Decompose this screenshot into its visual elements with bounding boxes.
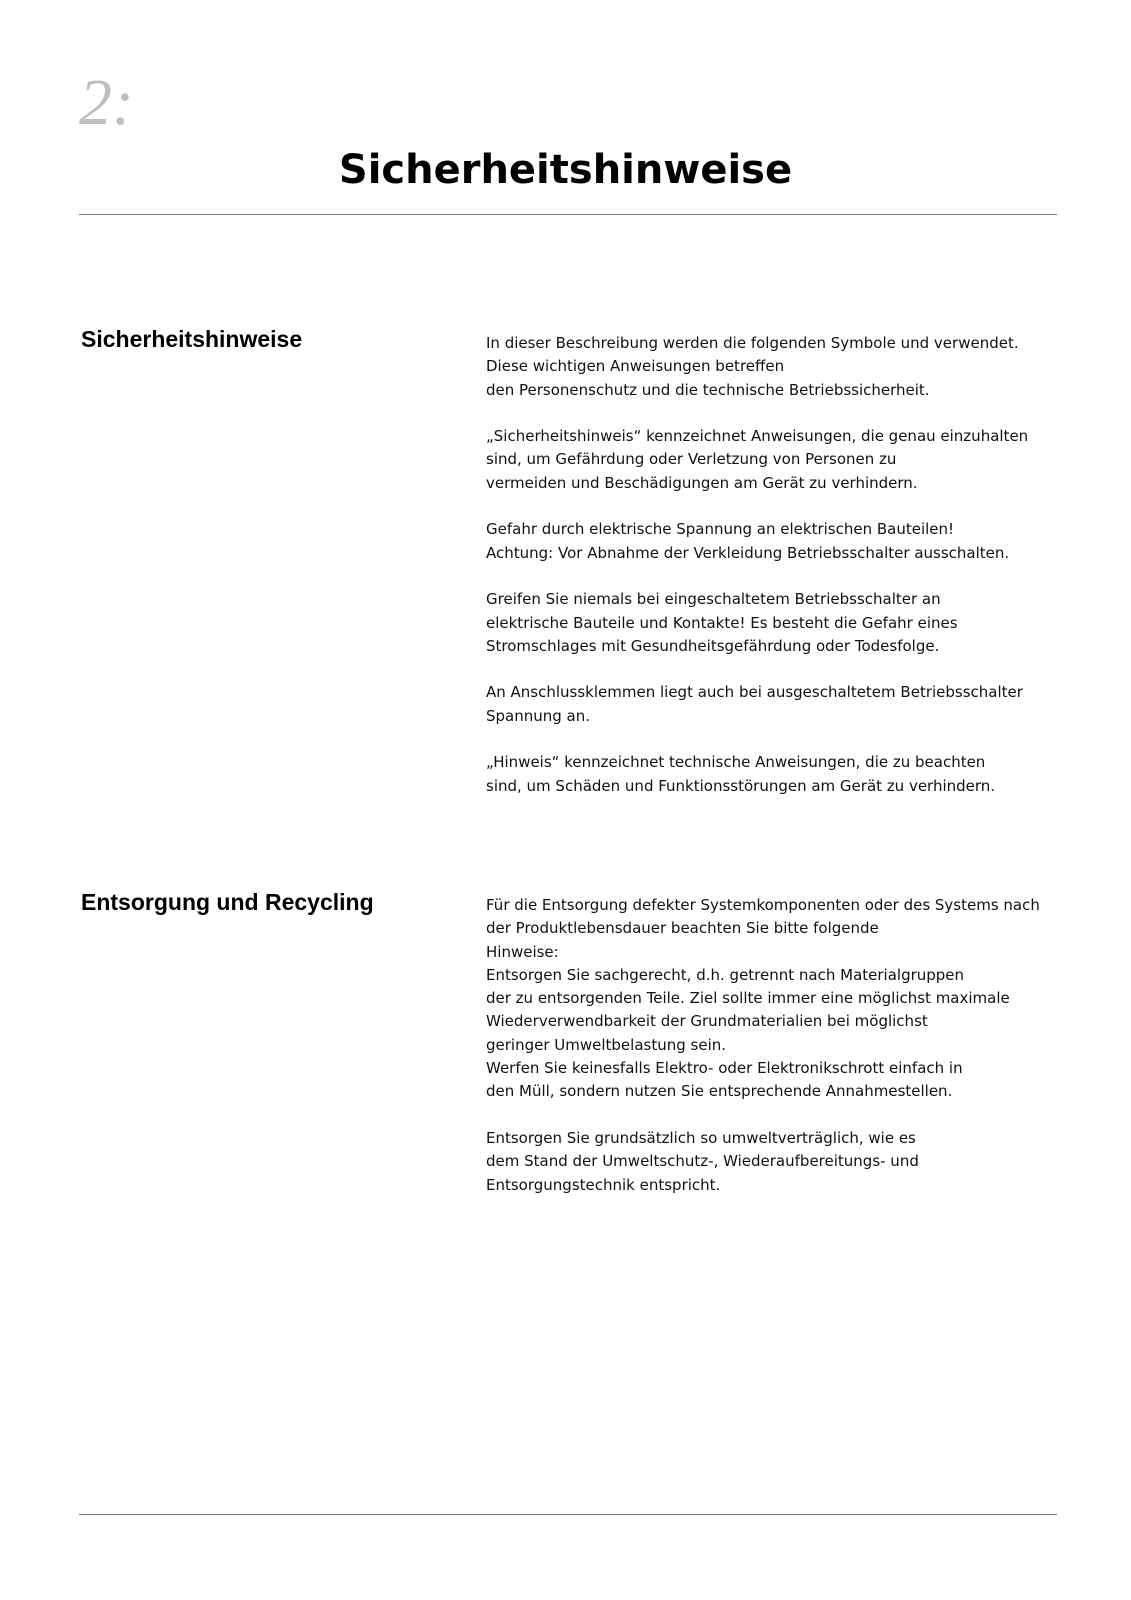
text-line: Entsorgen Sie grundsätzlich so umweltverträglich, wie es (486, 1128, 916, 1147)
text-line: sind, um Gefährdung oder Verletzung von Personen zu (486, 450, 897, 469)
text-line: In dieser Beschreibung werden die folgenden Symbole und verwendet. (486, 334, 1019, 352)
paragraph (486, 1127, 1076, 1197)
text-line: der zu entsorgenden Teile. Ziel sollte immer eine möglichst maximale (486, 989, 1010, 1008)
text-line: Diese wichtigen Anweisungen betreffen (486, 357, 785, 376)
text-line: „Sicherheitshinweis“ kennzeichnet Anweisungen, die genau einzuhalten (486, 427, 1029, 446)
text-line: Entsorgen Sie sachgerecht, d.h. getrennt nach Materialgruppen (486, 965, 965, 984)
text-line: den Personenschutz und die technische Betriebssicherheit. (486, 380, 930, 399)
text-line: Hinweise: (486, 942, 559, 961)
section-heading-safety: Sicherheitshinweise (81, 326, 303, 352)
text-line: Greifen Sie niemals bei eingeschaltetem Betriebsschalter an (486, 590, 941, 609)
paragraph (486, 518, 1076, 565)
section-heading-disposal: Entsorgung und Recycling (81, 889, 374, 915)
section-body-disposal (486, 894, 1076, 1197)
text-line: Achtung: Vor Abnahme der Verkleidung Betriebsschalter ausschalten. (486, 543, 1010, 562)
text-line: An Anschlussklemmen liegt auch bei ausgeschaltetem Betriebsschalter (486, 683, 1023, 702)
text-line: Spannung an. (486, 706, 591, 725)
paragraph (486, 425, 1076, 495)
text-line: Wiederverwendbarkeit der Grundmaterialien bei möglichst (486, 1012, 928, 1031)
section-body-safety (486, 332, 1076, 798)
text-line: Stromschlages mit Gesundheitsgefährdung oder Todesfolge. (486, 636, 940, 655)
text-line: Gefahr durch elektrische Spannung an elektrischen Bauteilen! (486, 520, 955, 539)
text-line: vermeiden und Beschädigungen am Gerät zu verhindern. (486, 473, 918, 492)
text-line: elektrische Bauteile und Kontakte! Es besteht die Gefahr eines (486, 613, 958, 632)
paragraph (486, 894, 1076, 1104)
paragraph (486, 332, 1076, 402)
text-line: der Produktlebensdauer beachten Sie bitte folgende (486, 919, 879, 938)
text-line: „Hinweis“ kennzeichnet technische Anweisungen, die zu beachten (486, 753, 986, 772)
paragraph (486, 588, 1076, 658)
page-title: Sicherheitshinweise (338, 147, 793, 193)
text-line: Für die Entsorgung defekter Systemkomponenten oder des Systems nach (486, 896, 1040, 914)
text-line: Entsorgungstechnik entspricht. (486, 1175, 721, 1194)
text-line: sind, um Schäden und Funktionsstörungen am Gerät zu verhindern. (486, 776, 996, 795)
chapter-number: 2: (79, 66, 134, 139)
paragraph (486, 751, 1076, 798)
footer-divider (79, 1514, 1057, 1515)
text-line: dem Stand der Umweltschutz-, Wiederaufbereitungs- und (486, 1152, 919, 1171)
text-line: geringer Umweltbelastung sein. (486, 1035, 727, 1054)
header-divider (79, 214, 1057, 215)
text-line: den Müll, sondern nutzen Sie entsprechende Annahmestellen. (486, 1082, 953, 1101)
text-line: Werfen Sie keinesfalls Elektro- oder Elektronikschrott einfach in (486, 1059, 963, 1078)
paragraph (486, 681, 1076, 728)
